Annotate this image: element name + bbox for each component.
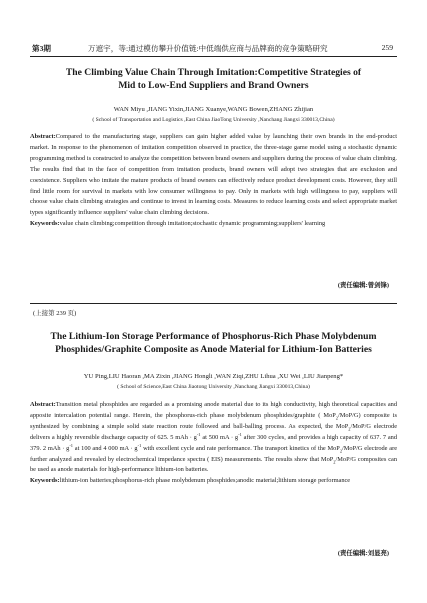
section-divider	[30, 303, 397, 304]
article2-abstract-part5: after 300 cycles, and provides a high capacity of 637. 7 and 379. 2 mAh · g	[30, 433, 397, 452]
article1-editor: (责任编辑:曾剑锋)	[337, 282, 389, 289]
article2-keywords-text: lithium-ion batteries;phosphorus-rich phase molybdenum phosphides;anodic material;lithium storage performance	[59, 477, 351, 485]
superscript-neg1: -1	[137, 442, 142, 448]
article1-abstract-label: Abstract:	[30, 133, 56, 140]
article2-authors: YU Ping,LIU Haoran ,MA Zixin ,JIANG Hongli ,WAN Ziqi,ZHU Lihua ,XU Wei ,LIU Jianpeng*	[83, 373, 344, 380]
article2-title-line2: Phosphides/Graphite Composite as Anode Material for Lithium-Ion Batteries	[55, 344, 372, 355]
superscript-neg1: -1	[69, 442, 74, 448]
subscript-2: 2	[348, 426, 351, 432]
subscript-2: 2	[335, 415, 338, 421]
article2-affiliation: ( School of Science,East China Jiaotong University ,Nanchang Jiangxi 330013,China)	[117, 384, 310, 390]
article2-title	[40, 330, 387, 356]
article2-keywords-label: Keywords:	[30, 477, 60, 485]
article1-title	[40, 66, 387, 92]
running-header	[30, 42, 397, 57]
article1-title-line1: The Climbing Value Chain Through Imitation:Competitive Strategies of	[65, 67, 362, 78]
article2-abstract-part6: at 100 and 4 000 mA · g	[73, 444, 138, 452]
article2-abstract-part7: with excellent cycle and rate performance. The transport kinetics of the MoP	[141, 444, 340, 452]
subscript-2: 2	[333, 458, 336, 464]
article1-keywords-label: Keywords:	[30, 220, 60, 228]
article2-abstract-label: Abstract:	[30, 401, 56, 408]
article2-abstract-part4: at 500 mA · g	[200, 433, 239, 441]
issue-number: 第3期	[32, 44, 51, 53]
article1-title-line2: Mid to Low-End Suppliers and Brand Owners	[118, 80, 309, 91]
page-number: 259	[381, 43, 393, 52]
subscript-2: 2	[339, 447, 343, 453]
article2-abstract-part9: /MoP/G composites can be used as anode materials for high-performance lithium-ion batteries.	[30, 455, 397, 474]
article2-abstract-part1: Transition metal phosphides are regarded as a promising anode material due to its high conductivity, high theoretical capacities and apposite intercalation potential range. Herein, the phosphorus-rich phase molybdenum phosphides/graphite ( MoP	[30, 401, 397, 419]
article2-abstract-part3: /MoP/G electrode delivers a highly reversible discharge capacity of 625. 5 mAh · g	[30, 422, 398, 441]
article1-affiliation: ( School of Transportation and Logistics ,East China JiaoTong University ,Nanchang Jiangxi 330013,China)	[92, 117, 335, 123]
article2-title-line1: The Lithium-Ion Storage Performance of Phosphorus-Rich Phase Molybdenum	[50, 331, 377, 342]
article1-authors: WAN Miyu ,JIANG Yixin,JIANG Xuanye,WANG Bowen,ZHANG Zhijian	[113, 106, 314, 113]
superscript-neg1: -1	[238, 431, 242, 437]
continued-note: (上接第 239 页)	[33, 310, 77, 317]
running-title: 万遮宇，等:通过模仿攀升价值链:中低端供应商与品牌商的竞争策略研究	[88, 44, 328, 53]
article1-keywords-text: value chain climbing;competition through imitation;stochastic dynamic programming;suppliers' learning	[59, 220, 326, 228]
article1-abstract	[30, 132, 397, 230]
superscript-neg1: -1	[196, 431, 201, 437]
article2-editor: (责任编辑:刘显亮)	[337, 550, 389, 557]
article1-abstract-text: Compared to the manufacturing stage, suppliers can gain higher added value by launching their own brands in the end-product market. In response to the phenomenon of imitation competition observed in practice, the three-stage game model using a stochastic dynamic programming method is constructed to analyze the competition between brand owners and suppliers during the process of value chain climbing. The results find that in the face of competition from imitation products, brand owners will adopt two strategies that are exclusion and coexistence. Suppliers who imitate the mature products of brand owners can effectively reduce product development costs. However, they still find little room for survival in markets with low consumer willingness to pay. Only in markets with high willingness to pay, suppliers will choose value chain climbing strategies and continue to invest in learning costs. Measures to reduce learning costs and select appropriate market types significantly influence suppliers' value chain climbing decisions.	[30, 133, 397, 217]
article2-abstract-part8: /MoP/G electrode are further analyzed and revealed by electrochemical impedance spectra ( EIS) measurements. The results show that MoP	[30, 444, 398, 463]
article2-abstract-part2: /MoP/G) composite is synthesized by combining a simple solid state reaction route followed and ball-balling process. As expected, the MoP	[30, 411, 398, 430]
article2-abstract	[30, 400, 397, 487]
